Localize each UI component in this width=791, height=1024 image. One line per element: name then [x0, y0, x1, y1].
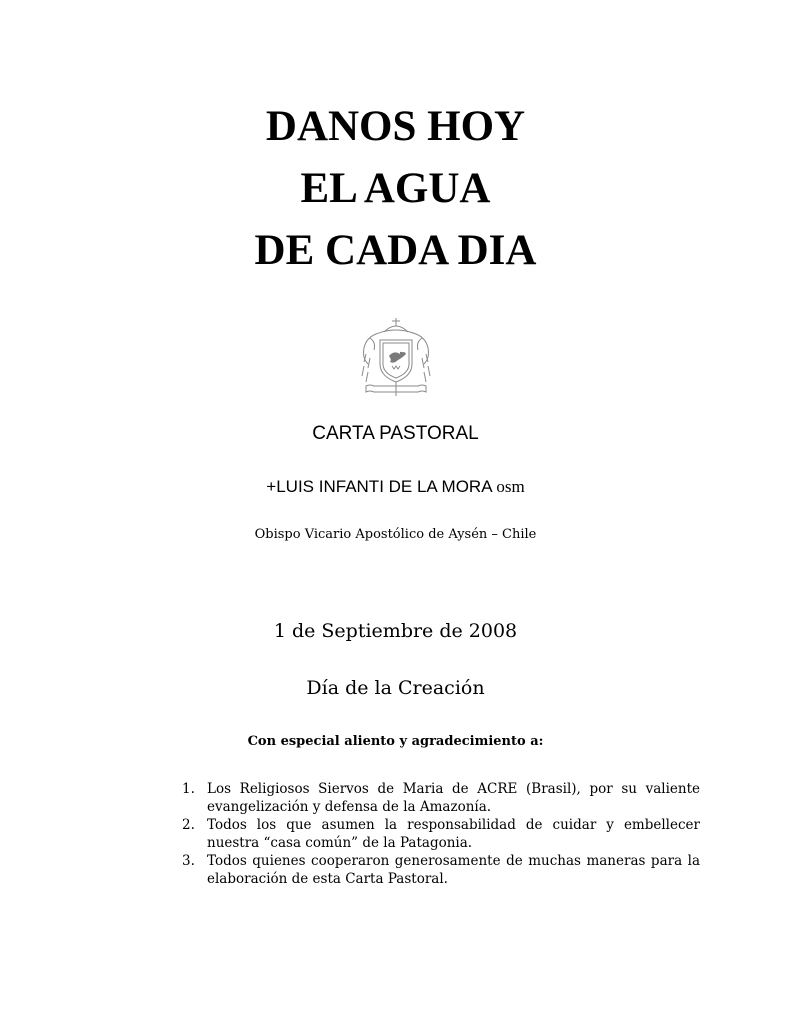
title-line-3: DE CADA DIA — [254, 227, 537, 274]
list-item — [182, 852, 700, 888]
title-line-1: DANOS HOY — [265, 103, 526, 150]
episcopal-coat-of-arms-icon — [356, 314, 436, 400]
document-title — [0, 96, 791, 282]
document-date: 1 de Septiembre de 2008 — [273, 620, 518, 642]
list-item — [182, 816, 700, 852]
list-item-number: 1. — [182, 781, 195, 797]
bishop-title: Obispo Vicario Apostólico de Aysén – Chile — [254, 527, 537, 542]
list-item-number: 2. — [182, 817, 195, 833]
list-item-text: Todos los que asumen la responsabilidad de cuidar y embellecer nuestra “casa común” de la Patagonia. — [207, 817, 700, 851]
author-name: +LUIS INFANTI DE LA MORA — [266, 477, 492, 496]
acknowledgements-heading: Con especial aliento y agradecimiento a: — [247, 734, 544, 749]
list-item-number: 3. — [182, 853, 195, 869]
author-suffix: osm — [496, 477, 525, 496]
document-type: CARTA PASTORAL — [312, 423, 479, 444]
list-item-text: Todos quienes cooperaron generosamente de muchas maneras para la elaboración de esta Carta Pastoral. — [207, 853, 700, 887]
list-item-text: Los Religiosos Siervos de Maria de ACRE (Brasil), por su valiente evangelización y defensa de la Amazonía. — [207, 781, 700, 815]
author-line — [0, 477, 791, 497]
list-item — [182, 780, 700, 816]
acknowledgements-list — [182, 780, 700, 888]
occasion: Día de la Creación — [306, 677, 485, 699]
title-line-2: EL AGUA — [300, 165, 491, 212]
